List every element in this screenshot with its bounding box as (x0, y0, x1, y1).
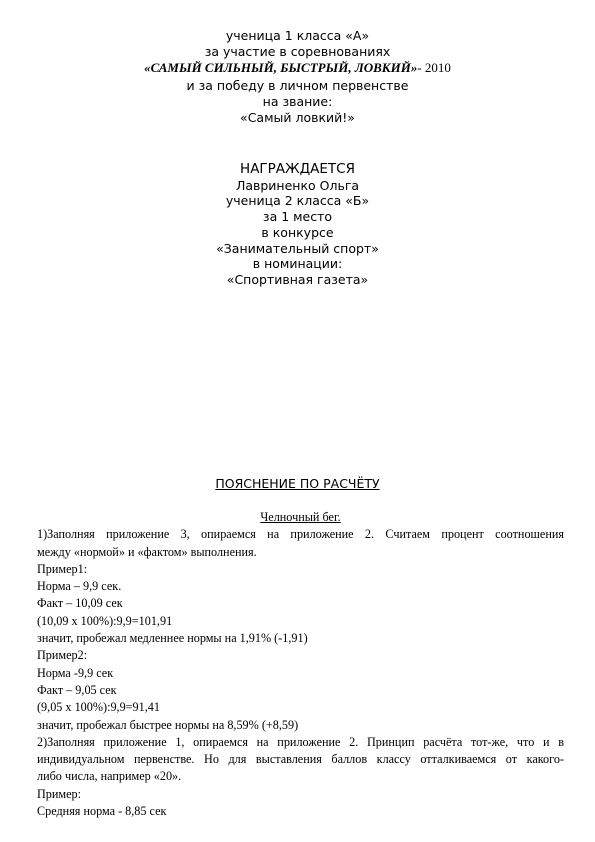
example-1-norm: Норма – 9,9 сек. (37, 579, 122, 594)
example-1-result: значит, пробежал медленнее нормы на 1,91% (-1,91) (37, 631, 308, 646)
certificate-honor-title: «Самый ловкий!» (240, 110, 355, 126)
competition-name: «САМЫЙ СИЛЬНЫЙ, БЫСТРЫЙ, ЛОВКИЙ» (144, 60, 418, 76)
award-nomination-name: «Спортивная газета» (226, 271, 369, 287)
example-3-title: Пример: (37, 786, 82, 801)
certificate-block (0, 28, 595, 126)
paragraph-2-line-2: индивидуальном первенстве. Но для выставления баллов классу отталкиваемся от какого- (37, 752, 564, 767)
example-3-norm: Средняя норма - 8,85 сек (37, 804, 167, 819)
award-block (0, 162, 595, 288)
example-2-title: Пример2: (37, 648, 88, 663)
award-nomination-intro: в номинации: (252, 256, 343, 272)
paragraph-1-line-2: между «нормой» и «фактом» выполнения. (37, 544, 257, 559)
explanation-body (37, 509, 564, 820)
example-1-title: Пример1: (37, 561, 88, 576)
paragraph-2-line-1: 2)Заполняя приложение 1, опираемся на приложение 2. Принцип расчёта тот-же, что и в (37, 734, 564, 749)
award-recipient-class: ученица 2 класса «Б» (225, 193, 370, 209)
certificate-victory-line: и за победу в личном первенстве (186, 77, 409, 93)
explanation-title: ПОЯСНЕНИЕ ПО РАСЧЁТУ (215, 476, 380, 491)
certificate-student-line: ученица 1 класса «А» (225, 28, 370, 43)
example-2-norm: Норма -9,9 сек (37, 665, 114, 680)
paragraph-2-line-3: либо числа, например «20». (37, 769, 182, 784)
award-contest-intro: в конкурсе (261, 224, 334, 240)
certificate-participation-line: за участие в соревнованиях (204, 44, 391, 60)
award-place: за 1 место (262, 209, 333, 225)
example-1-calculation: (10,09 х 100%):9,9=101,91 (37, 613, 173, 628)
example-2-fact: Факт – 9,05 сек (37, 682, 117, 697)
certificate-competition-title (0, 60, 595, 77)
example-1-fact: Факт – 10,09 сек (37, 596, 123, 611)
award-recipient-name: Лавриненко Ольга (235, 177, 360, 193)
competition-year: - 2010 (417, 60, 451, 76)
certificate-title-intro: на звание: (262, 93, 333, 109)
award-heading: НАГРАЖДАЕТСЯ (240, 161, 355, 177)
section-subheading: Челночный бег. (260, 510, 341, 524)
paragraph-1-line-1: 1)Заполняя приложение 3, опираемся на приложение 2. Считаем процент соотношения (37, 527, 564, 542)
award-contest-name: «Занимательный спорт» (216, 240, 379, 256)
example-2-result: значит, пробежал быстрее нормы на 8,59% (+8,59) (37, 717, 299, 732)
example-2-calculation: (9,05 х 100%):9,9=91,41 (37, 700, 160, 715)
